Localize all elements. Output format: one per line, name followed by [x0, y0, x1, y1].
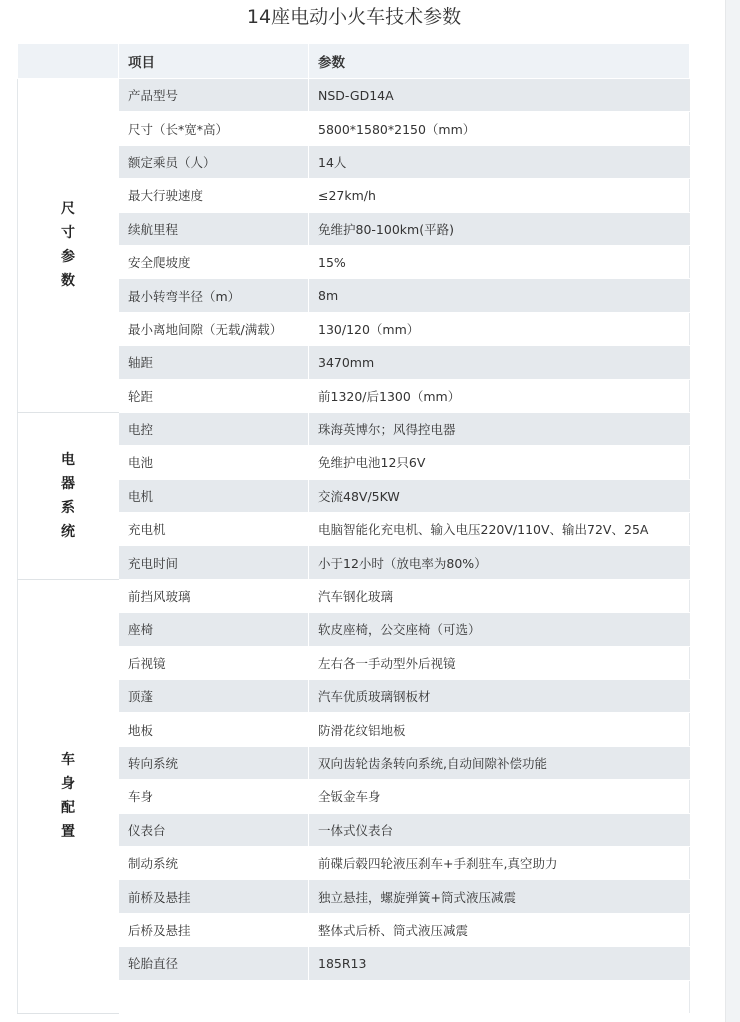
item-cell: 轮距: [119, 379, 309, 412]
value-cell: 电脑智能化充电机、输入电压220V/110V、输出72V、25A: [309, 513, 690, 546]
table-row: [18, 513, 690, 546]
item-cell: 最大行驶速度: [119, 179, 309, 212]
table-row: [18, 680, 690, 713]
item-cell: 地板: [119, 713, 309, 746]
value-cell: ≤27km/h: [309, 179, 690, 212]
item-cell: 最小离地间隙（无载/满载）: [119, 312, 309, 345]
value-cell: 前碟后毂四轮液压刹车+手刹驻车,真空助力: [309, 846, 690, 879]
item-cell: 续航里程: [119, 212, 309, 245]
item-cell: 产品型号: [119, 79, 309, 112]
table-row: [18, 846, 690, 879]
value-cell: 130/120（mm）: [309, 312, 690, 345]
item-cell: 电机: [119, 479, 309, 512]
table-row: [18, 880, 690, 913]
value-cell: 免维护80-100km(平路): [309, 212, 690, 245]
table-row: [18, 446, 690, 479]
table-row: [18, 112, 690, 145]
value-cell: 8m: [309, 279, 690, 312]
value-cell: 免维护电池12只6V: [309, 446, 690, 479]
table-row: [18, 379, 690, 412]
value-cell: 全钣金车身: [309, 780, 690, 813]
table-row: [18, 212, 690, 245]
table-row: [18, 346, 690, 379]
table-row: [18, 279, 690, 312]
header-item: 项目: [119, 44, 309, 79]
value-cell: 185R13: [309, 947, 690, 980]
header-value: 参数: [309, 44, 690, 79]
table-row: [18, 813, 690, 846]
table-row: [18, 980, 690, 1013]
table-row: [18, 479, 690, 512]
table-row: [18, 179, 690, 212]
table-row: [18, 746, 690, 779]
item-cell: 前桥及悬挂: [119, 880, 309, 913]
table-row: [18, 412, 690, 445]
item-cell: [119, 980, 309, 1013]
value-cell: 左右各一手动型外后视镜: [309, 646, 690, 679]
item-cell: 转向系统: [119, 746, 309, 779]
table-row: [18, 913, 690, 946]
item-cell: 顶蓬: [119, 680, 309, 713]
header-corner-cell: [18, 44, 119, 79]
table-row: [18, 312, 690, 345]
table-row: [18, 947, 690, 980]
value-cell: 5800*1580*2150（mm）: [309, 112, 690, 145]
item-cell: 轴距: [119, 346, 309, 379]
item-cell: 额定乘员（人）: [119, 145, 309, 178]
table-row: [18, 546, 690, 579]
item-cell: 轮胎直径: [119, 947, 309, 980]
value-cell: 汽车优质玻璃钢板材: [309, 680, 690, 713]
table-body: [18, 79, 690, 1014]
item-cell: 充电机: [119, 513, 309, 546]
item-cell: 制动系统: [119, 846, 309, 879]
item-cell: 车身: [119, 780, 309, 813]
item-cell: 座椅: [119, 613, 309, 646]
item-cell: 充电时间: [119, 546, 309, 579]
item-cell: 安全爬坡度: [119, 245, 309, 278]
table-row: [18, 145, 690, 178]
value-cell: 防滑花纹铝地板: [309, 713, 690, 746]
value-cell: 软皮座椅，公交座椅（可选）: [309, 613, 690, 646]
scrollbar-track[interactable]: [725, 0, 740, 1022]
table-row: [18, 646, 690, 679]
group-label: 车身配置: [61, 752, 75, 841]
table-row: [18, 579, 690, 612]
value-cell: 3470mm: [309, 346, 690, 379]
item-cell: 前挡风玻璃: [119, 579, 309, 612]
value-cell: [309, 980, 690, 1013]
value-cell: 前1320/后1300（mm）: [309, 379, 690, 412]
spec-table: [17, 43, 690, 1014]
item-cell: 后桥及悬挂: [119, 913, 309, 946]
value-cell: 双向齿轮齿条转向系统,自动间隙补偿功能: [309, 746, 690, 779]
item-cell: 后视镜: [119, 646, 309, 679]
table-row: [18, 79, 690, 112]
value-cell: 珠海英博尔；风得控电器: [309, 412, 690, 445]
value-cell: 独立悬挂，螺旋弹簧+筒式液压减震: [309, 880, 690, 913]
group-label-cell: [18, 79, 119, 413]
value-cell: 整体式后桥、筒式液压减震: [309, 913, 690, 946]
value-cell: 14人: [309, 145, 690, 178]
group-label-cell: [18, 579, 119, 1013]
value-cell: 一体式仪表台: [309, 813, 690, 846]
item-cell: 电池: [119, 446, 309, 479]
item-cell: 仪表台: [119, 813, 309, 846]
value-cell: 小于12小时（放电率为80%）: [309, 546, 690, 579]
page-title: 14座电动小火车技术参数: [246, 6, 462, 28]
item-cell: 最小转弯半径（m）: [119, 279, 309, 312]
value-cell: NSD-GD14A: [309, 79, 690, 112]
item-cell: 电控: [119, 412, 309, 445]
item-cell: 尺寸（长*宽*高）: [119, 112, 309, 145]
value-cell: 交流48V/5KW: [309, 479, 690, 512]
table-row: [18, 245, 690, 278]
table-header-row: [18, 44, 690, 79]
value-cell: 15%: [309, 245, 690, 278]
value-cell: 汽车钢化玻璃: [309, 579, 690, 612]
group-label-cell: [18, 412, 119, 579]
table-row: [18, 780, 690, 813]
group-label: 电器系统: [61, 451, 75, 540]
group-label: 尺寸参数: [61, 201, 75, 290]
table-row: [18, 613, 690, 646]
table-row: [18, 713, 690, 746]
